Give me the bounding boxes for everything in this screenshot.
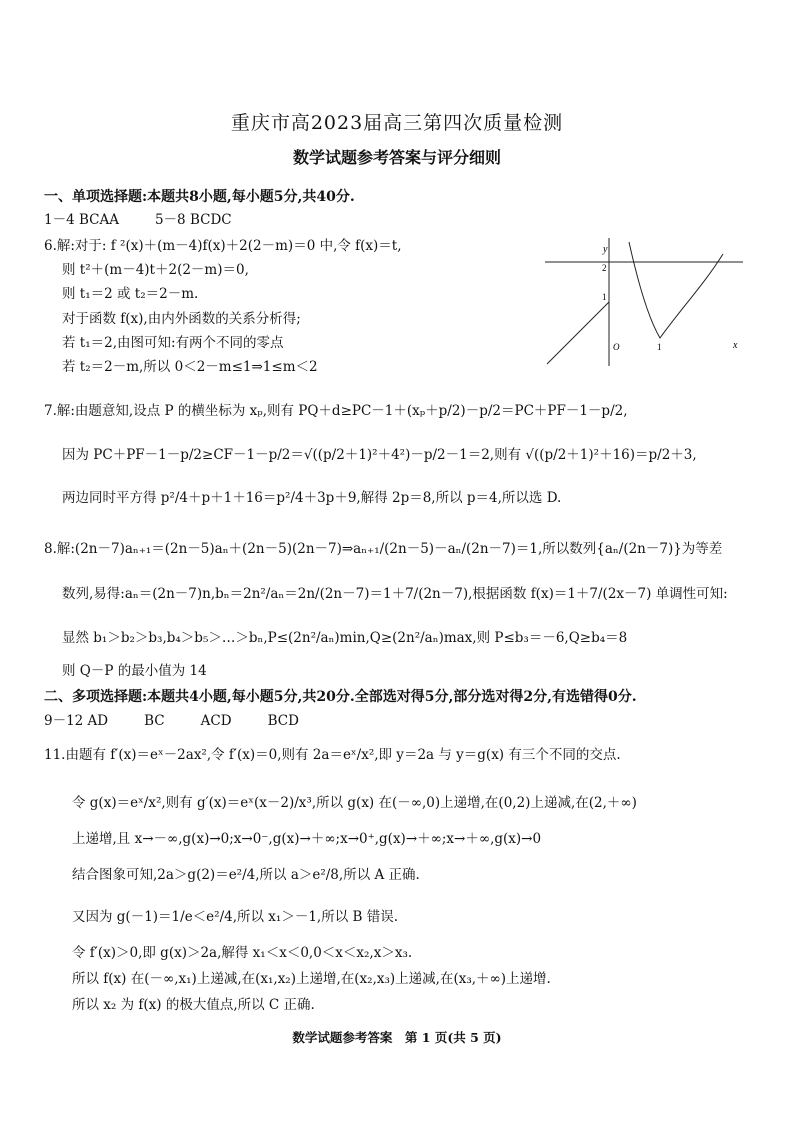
q6-line-5: 若 t₁＝2,由图可知:有两个不同的零点	[62, 335, 284, 351]
q6-line-3: 则 t₁＝2 或 t₂＝2－m.	[62, 286, 199, 302]
q8-line-4: 则 Q－P 的最小值为 14	[62, 663, 207, 679]
y-tick-2: 2	[602, 263, 607, 273]
section-1-answers	[44, 211, 232, 229]
q11-line-5: 又因为 g(－1)＝1/e＜e²/4,所以 x₁＞－1,所以 B 错误.	[72, 909, 399, 925]
y-tick-1: 1	[602, 292, 607, 302]
q11-line-2: 令 g(x)＝eˣ/x²,则有 g′(x)＝eˣ(x－2)/x³,所以 g(x) 在(－∞,0)上递增,在(0,2)上递减,在(2,＋∞)	[72, 795, 637, 811]
y-axis-label: y	[603, 244, 608, 255]
answer-12: BCD	[267, 713, 299, 729]
page-footer: 数学试题参考答案 第 1 页(共 5 页)	[292, 1030, 502, 1045]
q8-line-1: 8.解:(2n－7)aₙ₊₁＝(2n－5)aₙ＋(2n－5)(2n－7)⇒aₙ₊₁/(2n－5)－aₙ/(2n－7)＝1,所以数列{aₙ/(2n－7)}为等差	[44, 541, 723, 557]
q7-line-3: 两边同时平方得 p²/4＋p＋1＋16＝p²/4＋3p＋9,解得 2p＝8,所以 p＝4,所以选 D.	[62, 490, 562, 506]
answers-1-4: 1－4 BCAA	[44, 212, 119, 228]
origin-label: O	[613, 342, 620, 352]
x-tick-1: 1	[657, 342, 662, 352]
q11-line-3: 上递增,且 x→－∞,g(x)→0;x→0⁻,g(x)→＋∞;x→0⁺,g(x)→＋∞;x→＋∞,g(x)→0	[72, 831, 542, 847]
q6-line-2: 则 t²＋(m－4)t＋2(2－m)＝0,	[62, 262, 249, 278]
document-subtitle: 数学试题参考答案与评分细则	[292, 148, 501, 167]
answer-10: BC	[144, 713, 165, 729]
function-graph	[545, 238, 745, 368]
q7-line-2: 因为 PC＋PF－1－p/2≥CF－1－p/2＝√((p/2＋1)²＋4²)－p/2－1＝2,则有 √((p/2＋1)²＋16)＝p/2＋3,	[62, 447, 697, 463]
answer-9: 9－12 AD	[44, 713, 109, 729]
q11-line-4: 结合图象可知,2a＞g(2)＝e²/4,所以 a＞e²/8,所以 A 正确.	[72, 867, 420, 883]
q6-line-4: 对于函数 f(x),由内外函数的关系分析得;	[62, 311, 301, 327]
q11-line-8: 所以 x₂ 为 f(x) 的极大值点,所以 C 正确.	[72, 997, 315, 1013]
left-branch-curve	[547, 302, 609, 364]
q6-line-1: 6.解:对于: f ²(x)＋(m－4)f(x)＋2(2－m)＝0 中,令 f(x)＝t,	[44, 238, 402, 254]
section-2-heading: 二、多项选择题:本题共4小题,每小题5分,共20分.全部选对得5分,部分选对得2分,有选错得0分.	[44, 689, 637, 705]
right-branch-curve	[629, 242, 723, 338]
answer-11: ACD	[200, 713, 232, 729]
x-axis-label: x	[733, 340, 738, 351]
q8-line-2: 数列,易得:aₙ＝(2n－7)n,bₙ＝2n²/aₙ＝2n/(2n－7)＝1＋7/(2n－7),根据函数 f(x)＝1＋7/(2x－7) 单调性可知:	[62, 586, 728, 602]
document-title: 重庆市高2023届高三第四次质量检测	[230, 112, 564, 134]
q8-line-3: 显然 b₁＞b₂＞b₃,b₄＞b₅＞…＞bₙ,P≤(2n²/aₙ)min,Q≥(2n²/aₙ)max,则 P≤b₃＝－6,Q≥b₄＝8	[62, 630, 628, 646]
section-1-heading: 一、单项选择题:本题共8小题,每小题5分,共40分.	[44, 189, 355, 205]
section-2-answers	[44, 712, 299, 730]
q11-line-7: 所以 f(x) 在(－∞,x₁)上递减,在(x₁,x₂)上递增,在(x₂,x₃)上递减,在(x₃,＋∞)上递增.	[72, 971, 551, 987]
answers-5-8: 5－8 BCDC	[154, 212, 232, 228]
q11-line-1: 11.由题有 f′(x)＝eˣ－2ax²,令 f′(x)＝0,则有 2a＝eˣ/x²,即 y＝2a 与 y＝g(x) 有三个不同的交点.	[44, 747, 621, 763]
q6-line-6: 若 t₂＝2－m,所以 0＜2－m≤1⇒1≤m＜2	[62, 359, 318, 375]
q7-line-1: 7.解:由题意知,设点 P 的横坐标为 xₚ,则有 PQ＋d≥PC－1＋(xₚ＋p/2)－p/2＝PC＋PF－1－p/2,	[44, 403, 628, 419]
q11-line-6: 令 f′(x)＞0,即 g(x)＞2a,解得 x₁＜x＜0,0＜x＜x₂,x＞x₃.	[72, 945, 413, 961]
